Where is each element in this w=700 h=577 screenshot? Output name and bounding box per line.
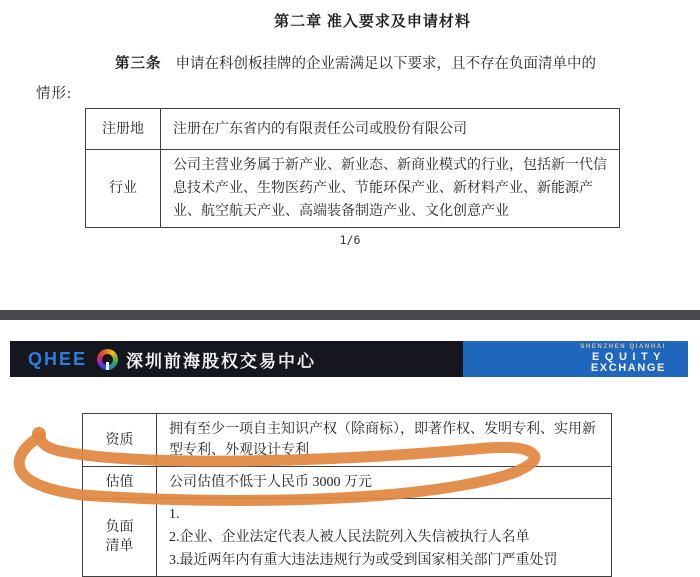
row-label: 负面清单	[83, 499, 157, 577]
article-label: 第三条	[115, 56, 162, 72]
org-name-english-exchange: EXCHANGE	[590, 362, 666, 374]
table-row	[86, 150, 620, 228]
banner-black-section	[10, 341, 463, 377]
article-paragraph	[36, 49, 664, 79]
banner-blue-section	[463, 341, 688, 377]
table-row	[86, 109, 620, 150]
article-text: 申请在科创板挂牌的企业需满足以下要求，且不存在负面清单中的	[175, 56, 596, 72]
row-content-valuation: 公司估值不低于人民币 3000 万元	[157, 467, 612, 499]
row-content: 公司主营业务属于新产业、新业态、新商业模式的行业，包括新一代信息技术产业、生物医药产业、节能环保产业、新材料产业、新能源产业、航空航天产业、高端装备制造产业、文化创意产业	[161, 150, 620, 228]
table-row	[83, 414, 612, 467]
row-content: 拥有至少一项自主知识产权（除商标），即著作权、发明专利、实用新型专利、外观设计专利	[157, 414, 612, 467]
page-number: 1/6	[339, 233, 361, 247]
qhee-ring-logo-icon	[97, 349, 118, 370]
org-name-english-small: SHENZHEN QIANHAI	[580, 344, 666, 350]
org-name-chinese: 深圳前海股权交易中心	[126, 351, 317, 371]
org-name-english-equity: EQUITY	[592, 351, 666, 363]
row-content: 注册在广东省内的有限责任公司或股份有限公司	[161, 109, 620, 150]
negative-list-line-1: 1.	[169, 507, 180, 522]
table-row	[83, 499, 612, 577]
negative-list-line-2: 2.企业、企业法定代表人被人民法院列入失信被执行人名单	[169, 530, 530, 545]
negative-list-line-3: 3.最近两年内有重大违法违规行为或受到国家相关部门严重处罚	[169, 553, 558, 568]
qhee-logo-text: QHEE	[28, 348, 88, 369]
row-label: 行业	[86, 150, 161, 228]
chapter-title: 第二章 准入要求及申请材料	[274, 14, 471, 30]
page-separator-bar	[0, 310, 700, 320]
row-content-negative-list	[157, 499, 612, 577]
row-label: 估值	[83, 467, 157, 499]
row-label: 注册地	[86, 109, 161, 150]
table-row-valuation	[83, 467, 612, 499]
requirements-table-bottom	[82, 413, 612, 577]
article-text-line2: 情形:	[36, 86, 73, 102]
requirements-table-top	[85, 108, 620, 228]
exchange-banner	[10, 341, 688, 377]
row-label: 资质	[83, 414, 157, 467]
logo-ring-notch	[106, 362, 109, 370]
